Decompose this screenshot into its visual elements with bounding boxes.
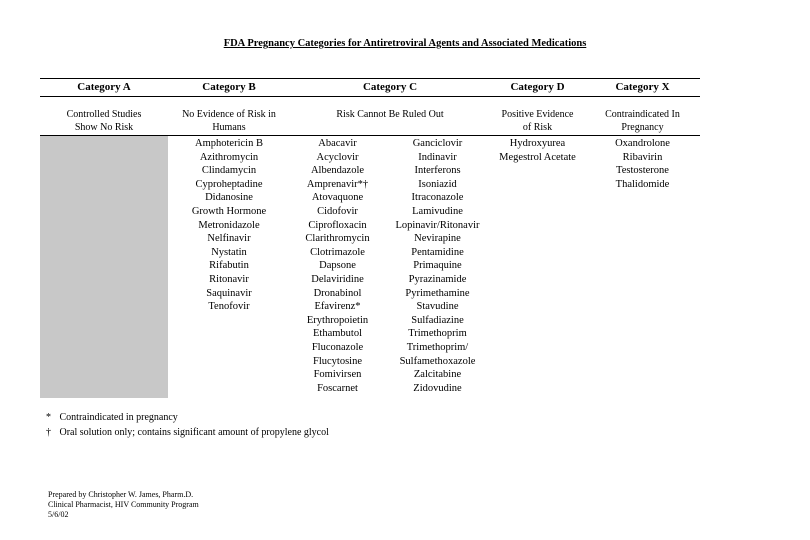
category-x-description bbox=[585, 109, 700, 134]
prepared-by-line: Clinical Pharmacist, HIV Community Program bbox=[48, 500, 199, 509]
drug-name: Clarithromycin bbox=[305, 233, 370, 245]
drug-name: Pyrazinamide bbox=[408, 273, 467, 285]
category-x-desc-line: Contraindicated In bbox=[605, 109, 680, 120]
category-b-desc-line: Humans bbox=[212, 121, 246, 133]
drug-name: Tenofovir bbox=[208, 301, 250, 313]
category-c-desc-line: Risk Cannot Be Ruled Out bbox=[336, 109, 444, 120]
drug-name: Interferons bbox=[414, 165, 461, 177]
drug-name: Fluconazole bbox=[311, 341, 364, 353]
header-rule bbox=[40, 96, 700, 97]
drug-name: Dapsone bbox=[319, 260, 356, 272]
drug-name: Didanosine bbox=[205, 192, 253, 204]
drug-name: Trimethoprim bbox=[408, 328, 467, 340]
drug-name: Sulfamethoxazole bbox=[399, 355, 476, 367]
drug-name: Metronidazole bbox=[198, 219, 260, 231]
category-b-header: Category B bbox=[202, 81, 256, 93]
drug-name: Ritonavir bbox=[209, 273, 249, 285]
drug-name: Isoniazid bbox=[418, 178, 457, 190]
drug-name: Trimethoprim/ bbox=[406, 341, 469, 353]
category-d-desc-line: of Risk bbox=[522, 121, 553, 133]
drug-name: Cidofovir bbox=[317, 205, 358, 217]
drug-name: Delaviridine bbox=[311, 273, 364, 285]
category-d-header: Category D bbox=[510, 81, 565, 93]
drug-name: Oxandrolone bbox=[615, 138, 670, 149]
drug-name: Megestrol Acetate bbox=[499, 151, 576, 163]
footnote-dagger bbox=[46, 427, 329, 438]
drug-name: Zalcitabine bbox=[413, 369, 462, 381]
prepared-by-line: Prepared by Christopher W. James, Pharm.D. bbox=[48, 490, 194, 499]
category-c-drug-list-2 bbox=[385, 137, 490, 395]
drug-name: Flucytosine bbox=[313, 355, 362, 367]
category-b-description bbox=[168, 109, 290, 134]
category-d-desc-line: Positive Evidence bbox=[501, 109, 574, 120]
drug-name: Testosterone bbox=[616, 165, 669, 177]
drug-name: Dronabinol bbox=[313, 287, 362, 299]
drug-name: Albendazole bbox=[310, 165, 365, 177]
drug-name: Indinavir bbox=[418, 151, 457, 163]
drug-name: Hydroxyurea bbox=[509, 138, 566, 149]
drug-name: Clotrimazole bbox=[310, 246, 365, 258]
drug-name: Sulfadiazine bbox=[411, 314, 464, 326]
drug-name: Cyproheptadine bbox=[195, 178, 263, 190]
drug-name: Primaquine bbox=[413, 260, 462, 272]
category-c-drug-list-1 bbox=[290, 137, 385, 395]
drug-name: Abacavir bbox=[318, 138, 357, 149]
category-b-drug-list bbox=[168, 137, 290, 314]
drug-name: Pyrimethamine bbox=[405, 287, 470, 299]
category-d-description bbox=[490, 109, 585, 134]
drug-name: Saquinavir bbox=[206, 287, 252, 299]
drug-name: Pentamidine bbox=[411, 246, 464, 258]
table-top-rule bbox=[40, 78, 700, 79]
drug-name: Erythropoietin bbox=[306, 314, 369, 326]
drug-name: Zidovudine bbox=[413, 382, 462, 394]
drug-name: Stavudine bbox=[416, 301, 459, 313]
drug-name: Ethambutol bbox=[313, 328, 362, 340]
drug-name: Nevirapine bbox=[414, 233, 461, 245]
category-a-header: Category A bbox=[77, 81, 131, 93]
drug-name: Lamivudine bbox=[412, 205, 463, 217]
category-b-desc-line: No Evidence of Risk in bbox=[182, 109, 276, 120]
drug-name: Azithromycin bbox=[199, 151, 259, 163]
category-c-header: Category C bbox=[362, 81, 418, 93]
drug-name: Clindamycin bbox=[201, 165, 257, 177]
footnote-star bbox=[46, 412, 178, 423]
category-x-header: Category X bbox=[615, 81, 670, 93]
drug-name: Ciprofloxacin bbox=[308, 219, 367, 231]
drug-name: Itraconazole bbox=[411, 192, 464, 204]
drug-name: Ganciclovir bbox=[412, 138, 463, 149]
drug-name: Amprenavir*† bbox=[306, 178, 369, 190]
drug-name: Lopinavir/Ritonavir bbox=[395, 219, 480, 231]
drug-name: Atovaquone bbox=[311, 192, 364, 204]
category-a-description bbox=[40, 109, 168, 134]
drug-name: Foscarnet bbox=[317, 382, 358, 394]
drug-name: Fomivirsen bbox=[313, 369, 362, 381]
category-a-desc-line: Controlled Studies bbox=[66, 109, 142, 120]
drug-name: Efavirenz* bbox=[314, 301, 361, 313]
category-x-desc-line: Pregnancy bbox=[621, 121, 664, 133]
drug-name: Nystatin bbox=[211, 246, 247, 258]
drug-name: Thalidomide bbox=[615, 178, 670, 190]
footnote-dagger-text: Oral solution only; contains significant amount of propylene glycol bbox=[59, 427, 329, 438]
page-title: FDA Pregnancy Categories for Antiretroviral Agents and Associated Medications bbox=[223, 38, 587, 49]
footnote-star-symbol: * bbox=[46, 412, 51, 423]
category-d-drug-list bbox=[490, 137, 585, 164]
drug-name: Growth Hormone bbox=[191, 205, 267, 217]
footnote-dagger-symbol: † bbox=[46, 427, 51, 438]
drug-name: Nelfinavir bbox=[207, 233, 251, 245]
prepared-by-date: 5/6/02 bbox=[48, 510, 69, 519]
category-x-drug-list bbox=[585, 137, 700, 191]
drug-name: Rifabutin bbox=[209, 260, 249, 272]
category-a-desc-line: Show No Risk bbox=[74, 121, 134, 133]
footnote-star-text: Contraindicated in pregnancy bbox=[59, 412, 178, 423]
drug-name: Acyclovir bbox=[316, 151, 359, 163]
category-a-empty-cell bbox=[40, 136, 168, 398]
category-c-description bbox=[290, 109, 490, 122]
drug-name: Amphotericin B bbox=[195, 138, 263, 149]
prepared-by bbox=[48, 490, 199, 520]
drug-name: Ribavirin bbox=[622, 151, 663, 163]
